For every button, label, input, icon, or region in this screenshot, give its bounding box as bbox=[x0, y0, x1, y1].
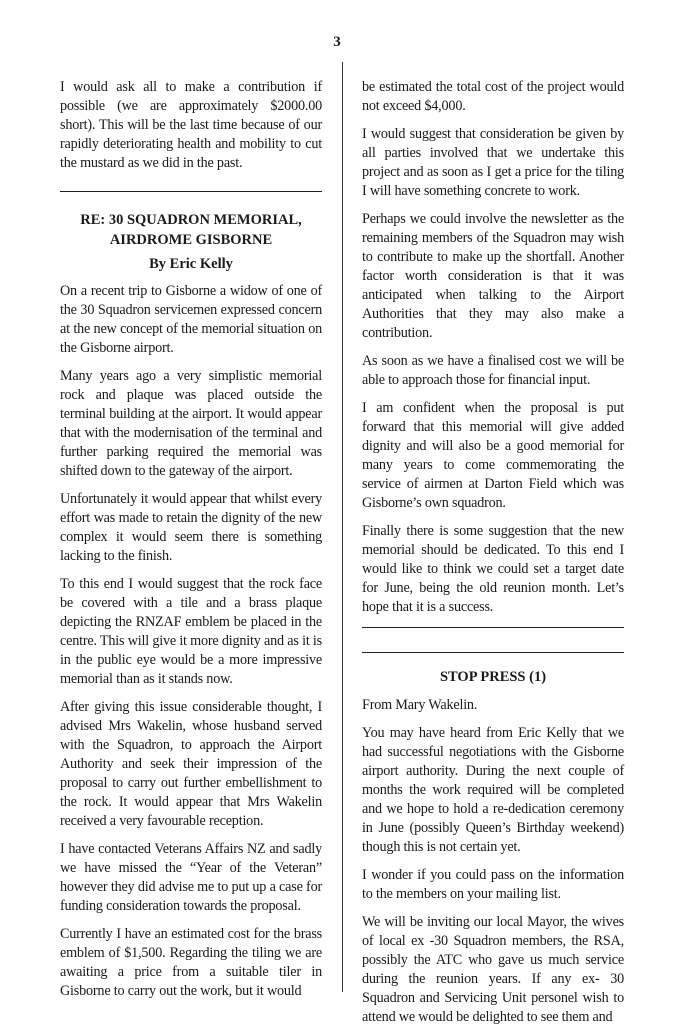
article-paragraph: Unfortunately it would appear that whilst every effort was made to retain the dignity of the new complex it would seem there is something lacking to the finish. bbox=[60, 491, 322, 564]
article-heading-line-2: AIRDROME GISBORNE bbox=[109, 232, 273, 248]
article-continuation-paragraph: be estimated the total cost of the project would not exceed $4,000. bbox=[362, 79, 624, 114]
stop-press-paragraph: I wonder if you could pass on the information to the members on your mailing list. bbox=[362, 867, 624, 902]
section-divider bbox=[362, 652, 624, 653]
section-divider bbox=[362, 627, 624, 628]
article-continuation-paragraph: Perhaps we could involve the newsletter as the remaining members of the Squadron may wish to contribute to make up the shortfall. Another factor worth consideration is that it was anticipated when talking to the Airport Authorities that they may also make a contribution. bbox=[362, 211, 624, 341]
article-heading bbox=[60, 210, 322, 250]
column-divider bbox=[342, 62, 343, 992]
intro-paragraph: I would ask all to make a contribution if possible (we are approximately $2000.00 short). This will be the last time because of our rapidly deteriorating health and mobility to cut the mustard as we did in the past. bbox=[60, 79, 322, 171]
stop-press-section bbox=[362, 669, 624, 1027]
memorial-article bbox=[60, 210, 322, 1001]
article-continuation-paragraph: Finally there is some suggestion that the new memorial should be dedicated. To this end I would like to think we could set a target date for June, being the old reunion month. Let’s hope that it is a success. bbox=[362, 523, 624, 615]
article-continuation-paragraph: I am confident when the proposal is put forward that this memorial will give added dignity and will also be a good memorial for many years to come commemorating the service of airmen at Darton Field which was Gisborne’s own squadron. bbox=[362, 400, 624, 511]
stop-press-heading: STOP PRESS (1) bbox=[439, 669, 547, 685]
page-number: 3 bbox=[333, 34, 341, 50]
article-paragraph: Currently I have an estimated cost for the brass emblem of $1,500. Regarding the tiling we are awaiting a price from a suitable tiler in Gisborne to carry out the work, but it would bbox=[60, 926, 322, 999]
left-column bbox=[60, 78, 322, 1010]
article-paragraph: Many years ago a very simplistic memorial rock and plaque was placed outside the terminal building at the airport. It would appear that with the modernisation of the terminal and further parking required the memorial was shifted down to the gateway of the airport. bbox=[60, 368, 322, 479]
stop-press-paragraph: You may have heard from Eric Kelly that we had successful negotiations with the Gisborne airport authority. During the next couple of months the work required will be completed and we hope to hold a re-dedication ceremony in June (possibly Queen’s Birthday weekend) though this is not certain yet. bbox=[362, 725, 624, 855]
section-divider bbox=[60, 191, 322, 192]
article-paragraph: On a recent trip to Gisborne a widow of one of the 30 Squadron servicemen expressed concern at the new concept of the memorial situation on the Gisborne airport. bbox=[60, 283, 322, 356]
article-paragraph: I have contacted Veterans Affairs NZ and sadly we have missed the “Year of the Veteran” however they did advise me to put up a case for funding consideration towards the proposal. bbox=[60, 841, 322, 914]
article-continuation-paragraph: I would suggest that consideration be given by all parties involved that we undertake this project and as soon as I get a price for the tiling I will have something concrete to work. bbox=[362, 126, 624, 199]
article-paragraph: To this end I would suggest that the rock face be covered with a tile and a brass plaque depicting the RNZAF emblem be placed in the centre. This will give it more dignity and as it is in the public eye would be a more impressive memorial than as it stands now. bbox=[60, 576, 322, 687]
stop-press-paragraph: We will be inviting our local Mayor, the wives of local ex -30 Squadron members, the RSA, possibly the ATC who gave us much service during the reunion years. If any ex- 30 Squadron and Servicing Unit personel wish to attend we would be delighted to see them and bbox=[362, 914, 624, 1025]
article-paragraph: After giving this issue considerable thought, I advised Mrs Wakelin, whose husband served with the Squadron, to approach the Airport Authority and seek their impression of the proposal to carry out further embellishment to the rock. It would appear that Mrs Wakelin received a very favourable reception. bbox=[60, 699, 322, 829]
article-byline: By Eric Kelly bbox=[149, 256, 233, 272]
stop-press-paragraph: From Mary Wakelin. bbox=[362, 697, 478, 713]
right-column bbox=[362, 78, 624, 1036]
article-heading-line-1: RE: 30 SQUADRON MEMORIAL, bbox=[80, 212, 302, 228]
double-divider bbox=[362, 627, 624, 653]
article-continuation-paragraph: As soon as we have a finalised cost we will be able to approach those for financial input. bbox=[362, 353, 624, 388]
